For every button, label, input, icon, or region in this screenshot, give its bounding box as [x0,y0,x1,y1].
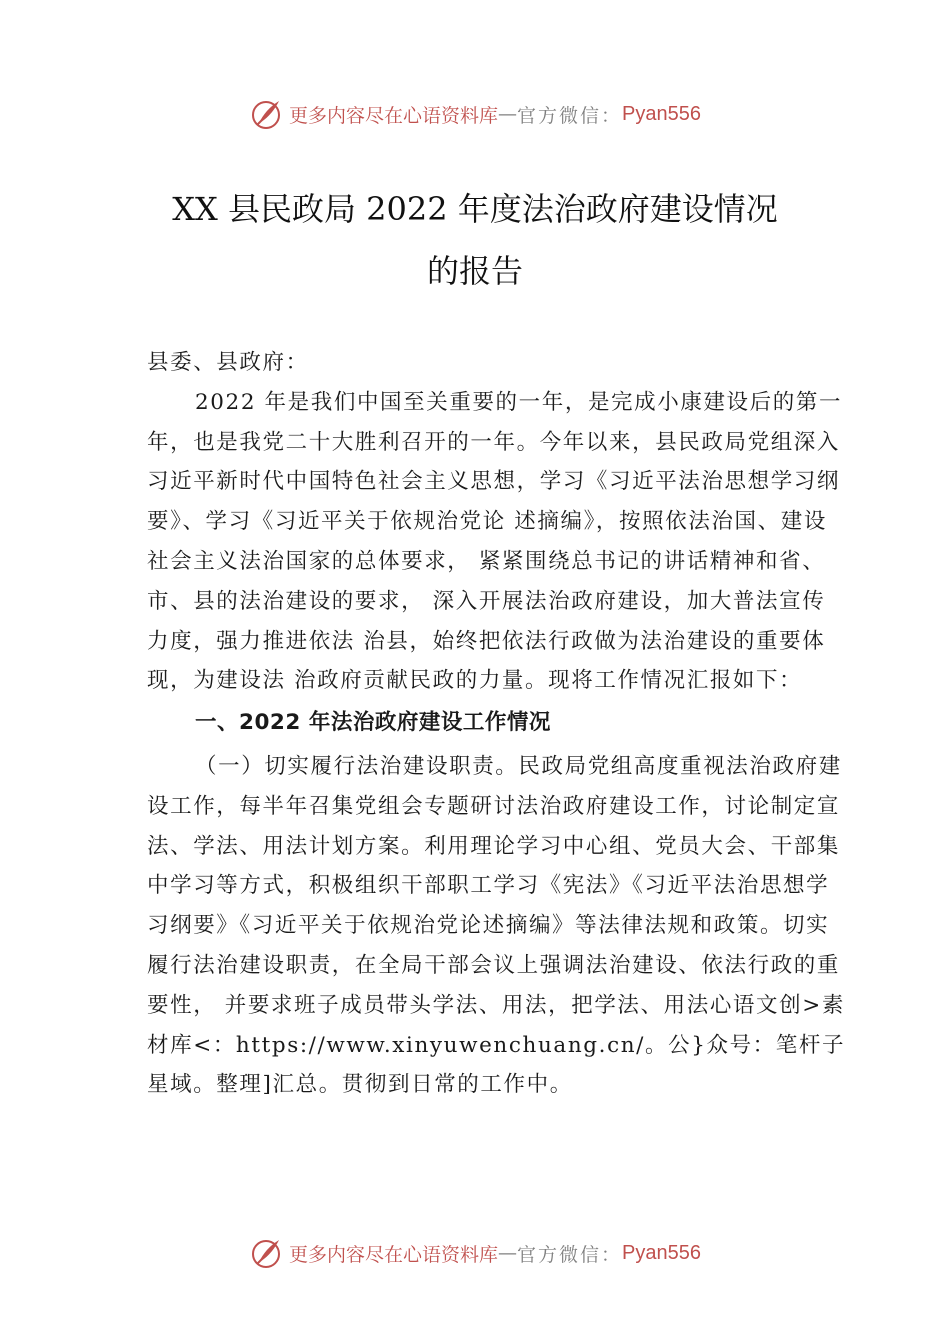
watermark-separator: — [498,1242,518,1264]
watermark-footer [0,1233,950,1273]
title-line-1: XX 县民政局 2022 年度法治政府建设情况 [172,190,778,228]
watermark-wechat-id: Pyan556 [622,102,701,125]
quill-circle-icon [249,1236,283,1270]
salutation: 县委、县政府： [147,350,309,375]
quill-circle-icon [249,97,283,131]
watermark-sub-text: 官方微信： [517,1243,623,1266]
paragraph-section-1: （一）切实履行法治建设职责。民政局党组高度重视法治政府建设工作，每半年召集党组会专题研讨法治政府建设工作，讨论制定宣法、学法、用法计划方案。利用理论学习中心组、党员大会、干部集中学习等方式，积极组织干部职工学习《宪法》《习近平法治思想学习纲要》《习近平关于依规治党论述摘编》等法律法规和政策。切实履行法治建设职责，在全局干部会议上强调法治建设、依法行政的重要性， 并要求班子成员带头学法、用法，把学法、用法心语文创>素材库<：https://www.xinyuwenchuang.cn/。公}众号：笔杆子星域。整理]汇总。贯彻到日常的工作中。 [147,753,846,1098]
watermark-sub-text: 官方微信： [517,104,623,127]
watermark-wechat-id: Pyan556 [622,1241,701,1264]
watermark-separator: — [498,103,518,125]
watermark-header [0,94,950,134]
paragraph-intro: 2022 年是我们中国至关重要的一年，是完成小康建设后的第一年，也是我党二十大胜利召开的一年。今年以来，县民政局党组深入习近平新时代中国特色社会主义思想，学习《习近平法治思想学习纲要》、学习《习近平关于依规治党论 述摘编》，按照依法治国、建设社会主义法治国家的总体要求， 紧紧围绕总书记的讲话精神和省、市、县的法治建设的要求， 深入开展法治政府建设，加大普法宣传力度，强力推进依法 治县，始终把依法行政做为法治建设的重要体现，为建设法 治政府贡献民政的力量。现将工作情况汇报如下： [147,389,843,694]
document-title [0,178,950,302]
watermark-main-text: 更多内容尽在心语资料库 [289,1243,499,1266]
title-line-2: 的报告 [426,252,523,290]
watermark-main-text: 更多内容尽在心语资料库 [289,104,499,127]
section-heading-1: 一、2022 年法治政府建设工作情况 [195,710,551,736]
document-body [147,343,847,1105]
